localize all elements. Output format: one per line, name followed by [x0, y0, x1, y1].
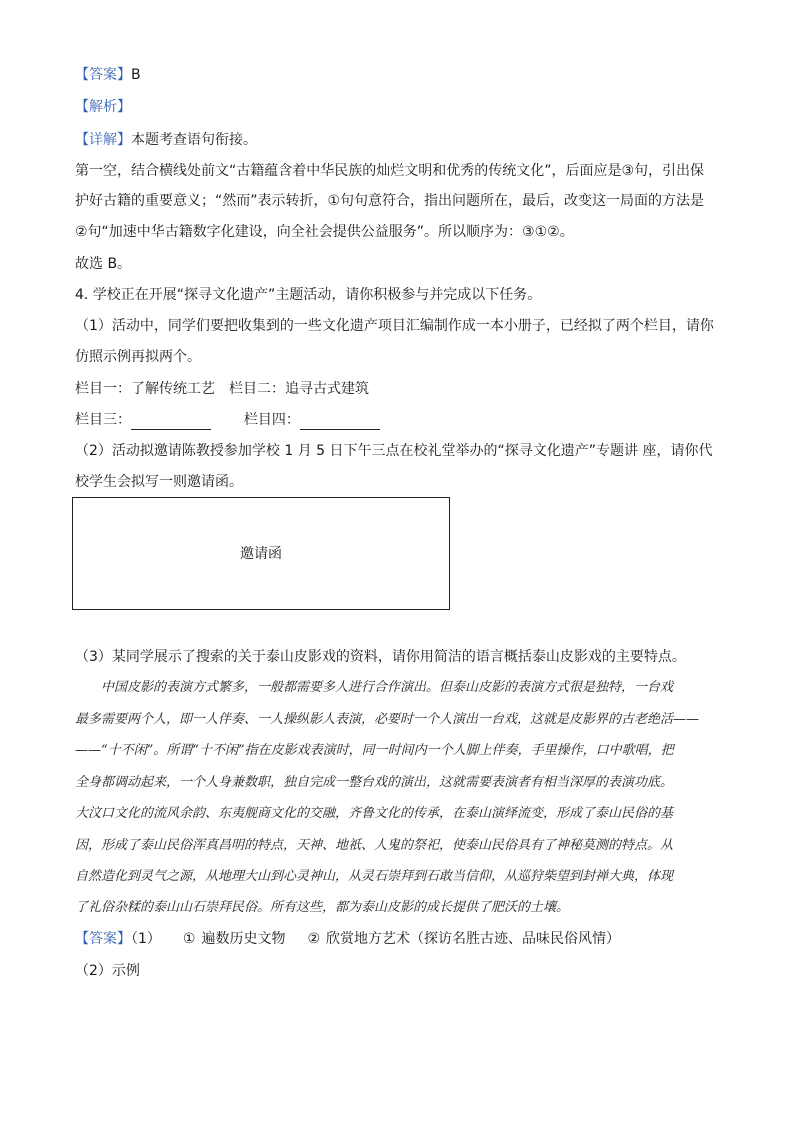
passage-line: 大汶口文化的流风余韵、东夷舰商文化的交融，齐鲁文化的传承，在泰山演绎流变，形成了泰山民俗的基	[75, 806, 674, 821]
column-4-blank[interactable]	[300, 415, 380, 430]
example-label: （2）示例	[75, 963, 140, 979]
item-2-number: ②	[307, 931, 321, 947]
explain-line: ②句“加速中华古籍数字化建设，向全社会提供公益服务”。所以顺序为：③①②。	[75, 224, 574, 240]
column-4-label: 栏目四：	[243, 412, 300, 428]
passage-line: 中国皮影的表演方式繁多，一般都需要多人进行合作演出。但泰山皮影的表演方式很是独特，一台戏	[75, 680, 674, 695]
question-4-2: （2）活动拟邀请陈教授参加学校 1 月 5 日下午三点在校礼堂举办的“探寻文化遗产”专题讲 座，请你代	[75, 443, 713, 459]
answer-2-tag: 【答案】	[75, 931, 131, 947]
detail-tag: 【详解】	[75, 132, 131, 148]
columns-example: 栏目一：了解传统工艺 栏目二：追寻古式建筑	[75, 381, 369, 397]
columns-blank-line	[75, 410, 380, 430]
explain-line: 故选 B。	[75, 256, 132, 272]
answer-value: B	[131, 67, 141, 83]
answer-2-line	[75, 929, 620, 949]
item-1-text: 遍数历史文物	[201, 931, 286, 947]
item-2-text: 欣赏地方艺术（探访名胜古迹、品味民俗风情）	[326, 931, 621, 947]
question-4-2: 校学生会拟写一则邀请函。	[75, 474, 243, 490]
item-1-number: ①	[182, 931, 196, 947]
question-4: 4. 学校正在开展“探寻文化遗产”主题活动，请你积极参与并完成以下任务。	[75, 287, 542, 303]
question-4-3: （3）某同学展示了搜索的关于泰山皮影戏的资料，请你用简洁的语言概括泰山皮影戏的主要特点。	[75, 649, 686, 665]
column-3-blank[interactable]	[131, 415, 211, 430]
analysis-tag: 【解析】	[75, 99, 131, 115]
passage-line: ——“十不闲”。所谓“十不闲”指在皮影戏表演时，同一时间内一个人脚上伴奏，手里操作，口中歌唱，把	[75, 743, 674, 758]
passage-line: 全身都调动起来，一个人身兼数职，独自完成一整台戏的演出，这就需要表演者有相当深厚的表演功底。	[75, 775, 674, 790]
explain-line: 护好古籍的重要意义；“然而”表示转折，①句句意符合，指出问题所在，最后，改变这一局面的方法是	[75, 193, 705, 209]
answer-2-part: （1）	[131, 931, 161, 947]
answer-line	[75, 65, 141, 85]
passage-line: 自然造化到灵气之源，从地理大山到心灵神山，从灵石崇拜到石敢当信仰，从巡狩柴望到封禅大典，体现	[75, 869, 674, 884]
invitation-title: 邀请函	[240, 546, 282, 562]
passage-line: 最多需要两个人，即一人伴奏、一人操纵影人表演，必要时一个人演出一台戏，这就是皮影界的古老绝活——	[75, 712, 700, 727]
explain-line: 第一空，结合横线处前文“古籍蕴含着中华民族的灿烂文明和优秀的传统文化”，后面应是③句，引出保	[75, 163, 705, 179]
passage-line: 因，形成了泰山民俗浑真昌明的特点，天神、地祇、人鬼的祭祀，使泰山民俗具有了神秘莫测的特点。从	[75, 838, 674, 853]
passage-line: 了礼俗杂糅的泰山山石崇拜民俗。所有这些，都为泰山皮影的成长提供了肥沃的土壤。	[75, 900, 570, 915]
question-4-1: 仿照示例再拟两个。	[75, 349, 201, 365]
detail-line	[75, 130, 257, 150]
invitation-box[interactable]	[72, 497, 450, 610]
detail-text: 本题考查语句衔接。	[131, 132, 257, 148]
column-3-label: 栏目三：	[75, 412, 131, 428]
question-4-1: （1）活动中，同学们要把收集到的一些文化遗产项目汇编制作成一本小册子，已经拟了两个栏目，请你	[75, 318, 714, 334]
answer-tag: 【答案】	[75, 67, 131, 83]
